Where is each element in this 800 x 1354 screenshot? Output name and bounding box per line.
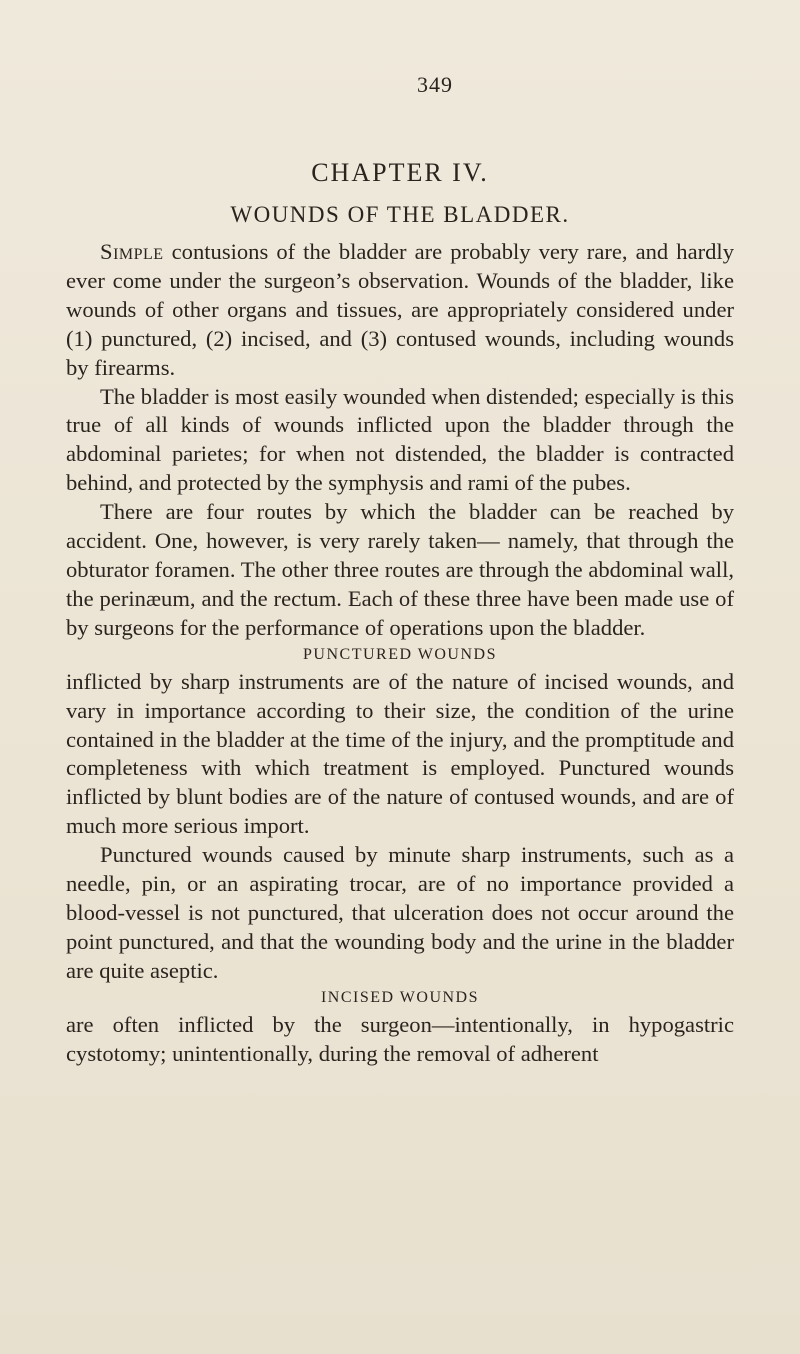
paragraph-simple-contusions (66, 238, 734, 383)
section-heading-incised: INCISED WOUNDS (320, 988, 480, 1006)
chapter-title: WOUNDS OF THE BLADDER. (230, 202, 570, 227)
chapter-heading: CHAPTER IV. (311, 158, 489, 187)
page-number: 349 (417, 72, 453, 97)
paragraph-incised-1: are often inflicted by the surgeon—intentionally, in hypogastric cystotomy; unintentionally, during the removal of adherent (66, 1011, 734, 1066)
paragraph-distended: The bladder is most easily wounded when distended; especially is this true of all kinds of wounds inflicted upon the bladder through the abdominal parietes; for when not distended, the bladder is contracted behind, and protected by the symphysis and rami of the pubes. (66, 383, 734, 496)
paragraph-text: contusions of the bladder are probably very rare, and hardly ever come under the surgeon’s observation. Wounds of the bladder, like wounds of other organs and tissues, are appropriately considered under (1) punctured, (2) incised, and (3) contused wounds, including wounds by firearms. (66, 239, 734, 380)
paragraph-routes: There are four routes by which the bladder can be reached by accident. One, however, is very rarely taken— namely, that through the obturator foramen. The other three routes are through the abdominal wall, the perinæum, and the rectum. Each of these three have been made use of by surgeons for the performance of operations upon the bladder. (66, 499, 734, 640)
section-heading-punctured: PUNCTURED WOUNDS (303, 645, 497, 663)
paragraph-punctured-2: Punctured wounds caused by minute sharp instruments, such as a needle, pin, or an aspirating trocar, are of no importance provided a blood-vessel is not punctured, that ulceration does not occur around the point punctured, and that the wounding body and the urine in the bladder are quite aseptic. (66, 842, 734, 983)
paragraph-punctured-1: inflicted by sharp instruments are of the nature of incised wounds, and vary in importance according to their size, the condition of the urine contained in the bladder at the time of the injury, and the promptitude and completeness with which treatment is employed. Punctured wounds inflicted by blunt bodies are of the nature of contused wounds, and are of much more serious import. (66, 668, 734, 839)
lead-word: Simple (100, 239, 164, 264)
